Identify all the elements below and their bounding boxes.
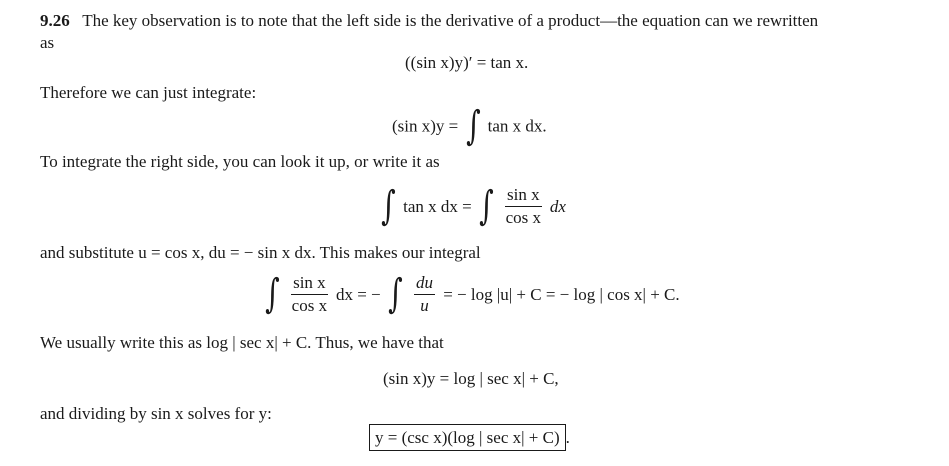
fraction-numerator: du <box>414 274 435 295</box>
problem-number: 9.26 <box>40 11 70 30</box>
text-substitute: and substitute u = cos x, du = − sin x dx. This makes our integral <box>40 243 481 262</box>
final-answer-box: y = (csc x)(log | sec x| + C) <box>369 424 566 451</box>
integrate-rhs: tan x dx. <box>487 116 547 136</box>
problem-intro <box>40 12 818 29</box>
fraction-denominator: cos x <box>505 207 542 227</box>
integral-sign: ∫ <box>388 271 403 318</box>
differential: dx <box>549 196 566 216</box>
fraction-numerator: sin x <box>505 186 542 207</box>
equation-middle: dx = − <box>335 284 381 304</box>
equation-result: (sin x)y = log | sec x| + C, <box>383 369 559 388</box>
equation-tan-fraction <box>378 183 566 230</box>
integral-sign: ∫ <box>265 271 280 318</box>
fraction-denominator: u <box>420 295 429 315</box>
text-dividing: and dividing by sin x solves for y: <box>40 404 272 423</box>
integral-sign: ∫ <box>381 183 396 230</box>
fraction-denominator: cos x <box>291 295 328 315</box>
fraction-numerator: sin x <box>291 274 328 295</box>
final-period: . <box>565 428 570 447</box>
intro-text-line2: as <box>40 33 55 52</box>
intro-text-line1: The key observation is to note that the left side is the derivative of a product—the equation can we rewritten <box>82 11 819 30</box>
equation-integrate <box>392 103 547 149</box>
integrate-lhs: (sin x)y = <box>392 116 459 136</box>
equation-substitution <box>262 271 680 318</box>
tan-lhs: tan x dx = <box>403 196 472 216</box>
fraction-du-over-u <box>414 274 435 315</box>
integral-sign: ∫ <box>465 103 481 149</box>
equation-right: = − log |u| + C = − log | cos x| + C. <box>443 284 680 304</box>
text-usually: We usually write this as log | sec x| + C. Thus, we have that <box>40 333 444 352</box>
equation-final <box>369 429 570 446</box>
fraction-sin-over-cos <box>291 274 328 315</box>
text-therefore: Therefore we can just integrate: <box>40 83 257 102</box>
integral-sign: ∫ <box>479 183 494 230</box>
fraction-sin-over-cos <box>505 186 542 227</box>
text-to-integrate: To integrate the right side, you can look it up, or write it as <box>40 152 440 171</box>
equation-product-rule: ((sin x)y)′ = tan x. <box>405 53 529 72</box>
